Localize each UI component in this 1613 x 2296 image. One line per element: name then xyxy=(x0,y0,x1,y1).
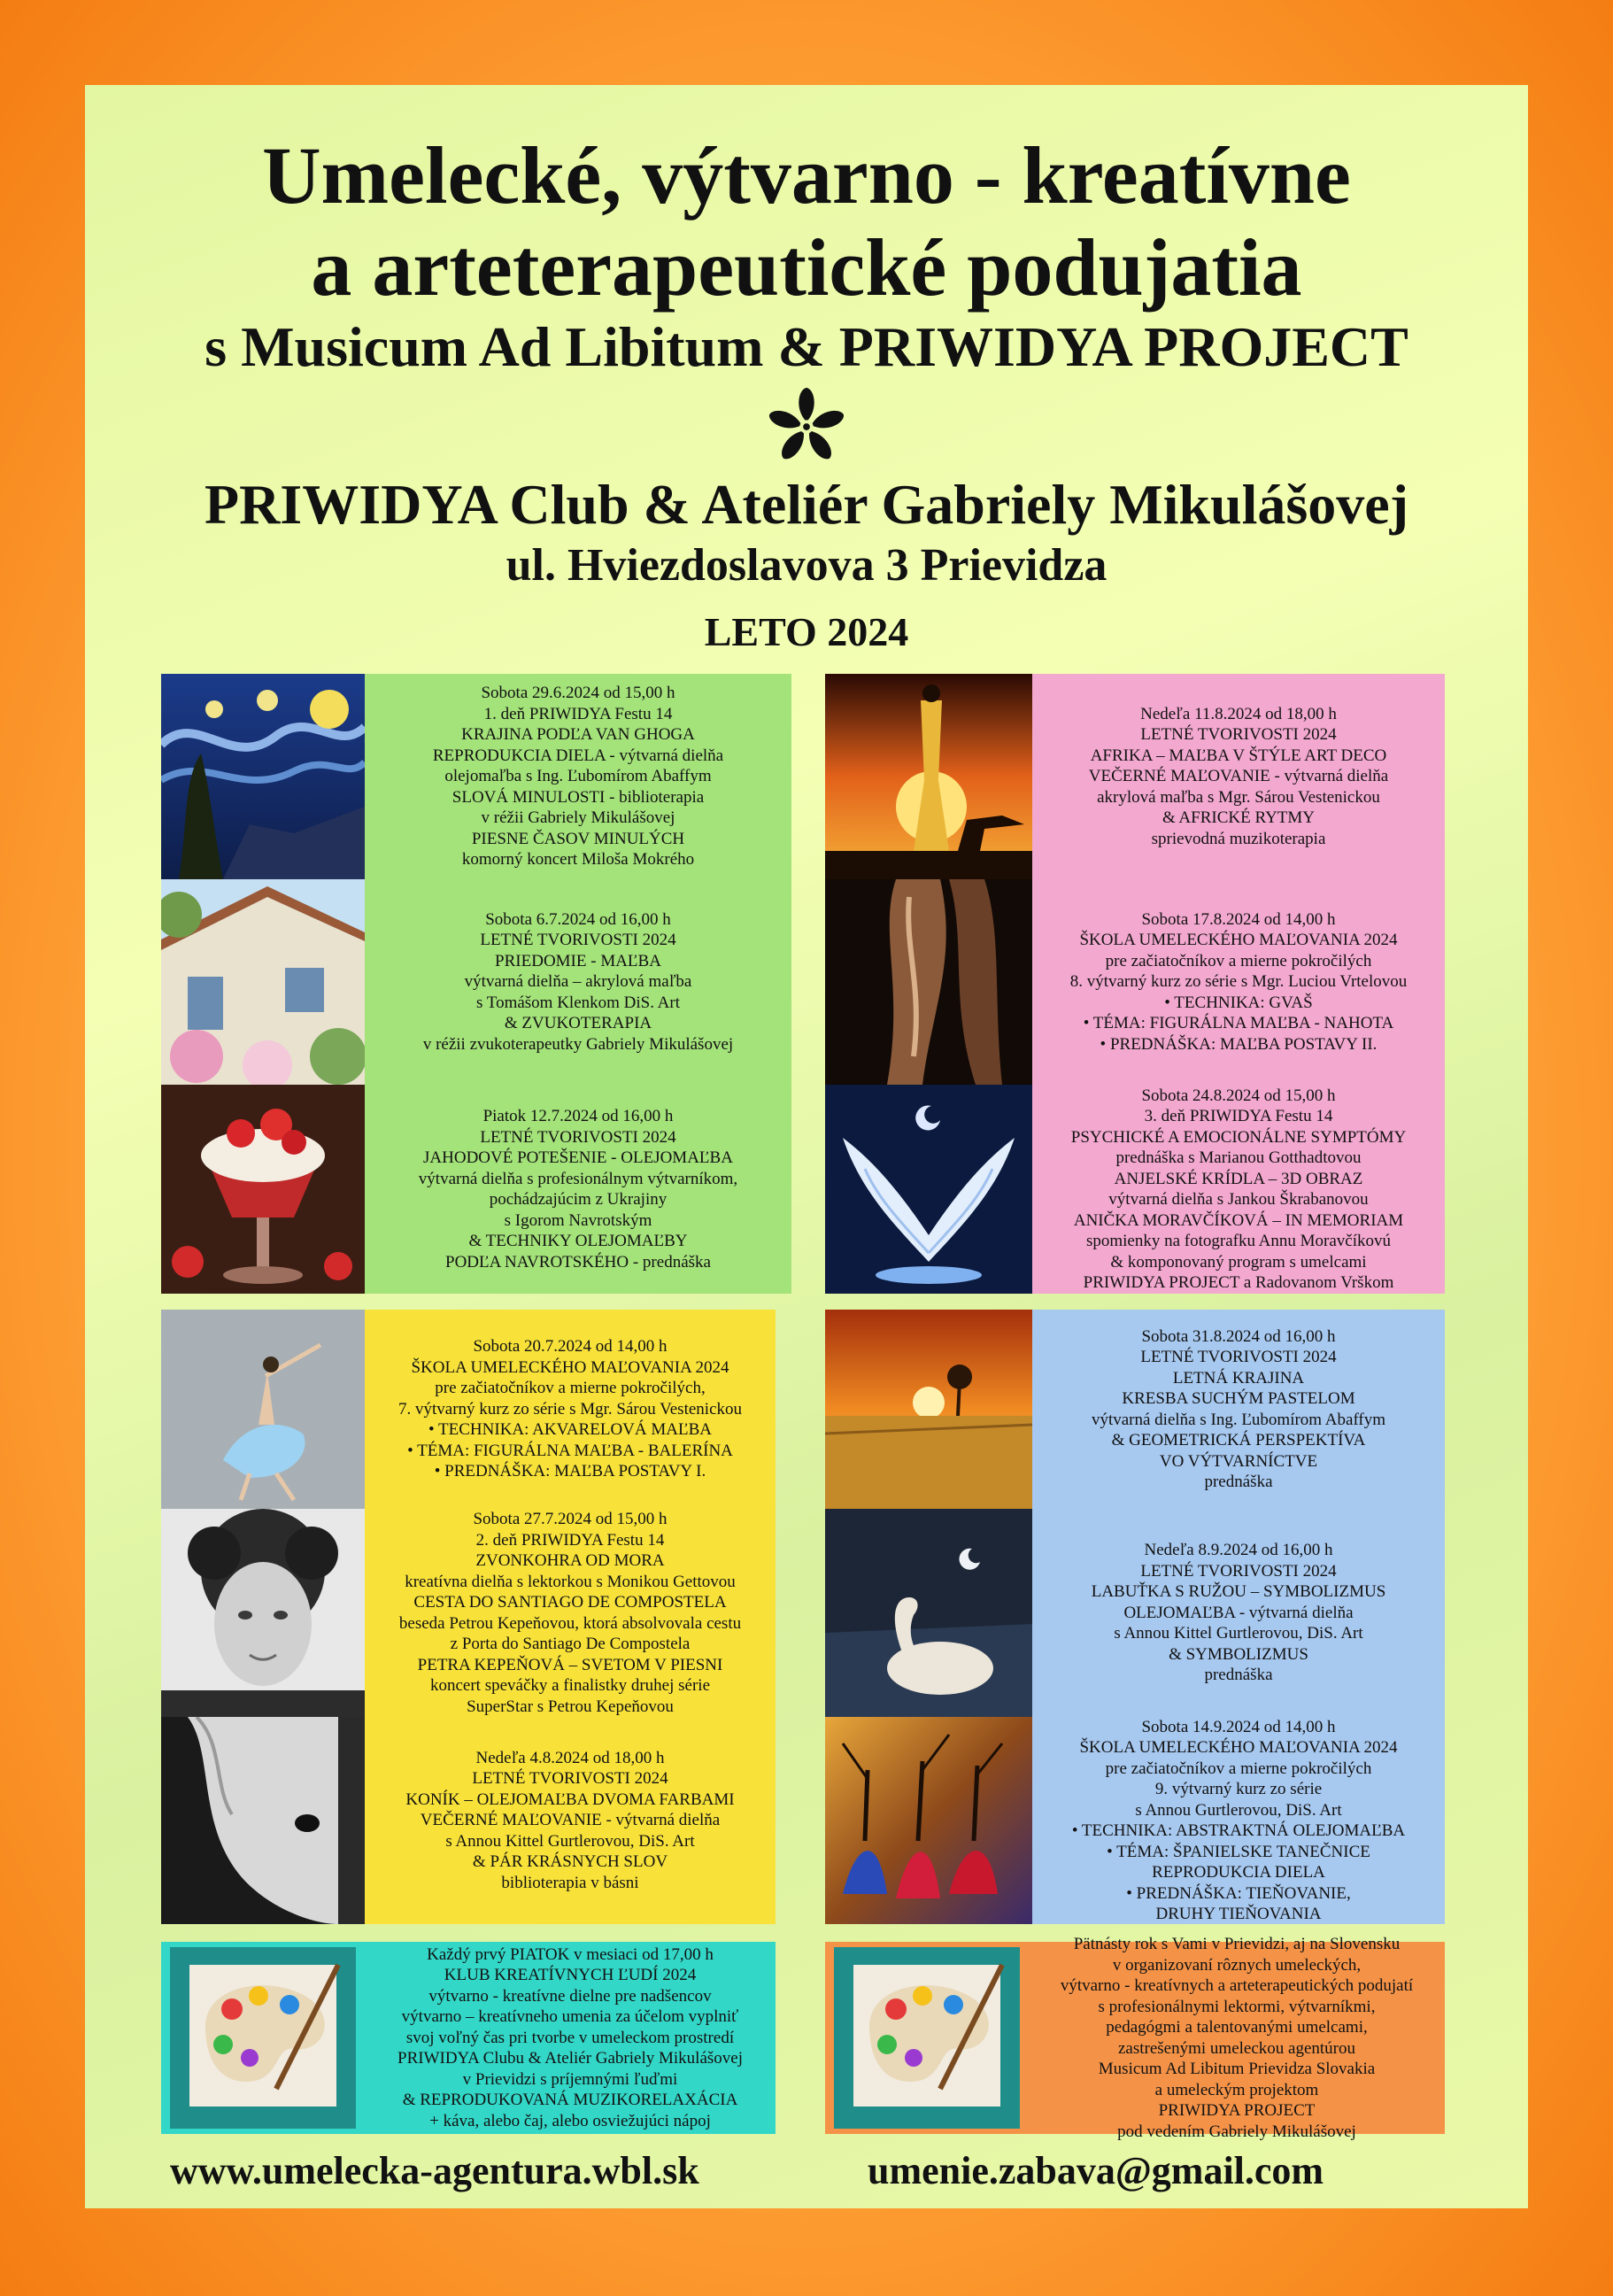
about-text: Pätnásty rok s Vami v Prievidzi, aj na Slovensku v organizovaní rôznych umeleckých, výtvarno - kreatívnych a arteterapeutických podujatí s profesionálnymi lektormi, výtvarníkmi, pedagógmi a talentovanými umelcami, zastrešenými umeleckou agentúrou Musicum Ad Libitum Prievidza Slovakia a umeleckým projektom PRIWIDYA PROJECT pod vedením Gabriely Mikulášovej xyxy=(1060,1935,1414,2141)
event-text: Sobota 14.9.2024 od 14,00 h ŠKOLA UMELECKÉHO MAĽOVANIA 2024 pre začiatočníkov a mierne pokročilých 9. výtvarný kurz zo série s Annou Gurtlerovou, DiS. Art • TECHNIKA: ABSTRAKTNÁ OLEJOMAĽBA • TÉMA: ŠPANIELSKE TANEČNICE REPRODUKCIA DIELA • PREDNÁŠKA: TIEŇOVANIE, DRUHY TIEŇOVANIA xyxy=(1071,1717,1406,1923)
event-text: Sobota 29.6.2024 od 15,00 h 1. deň PRIWIDYA Festu 14 KRAJINA PODĽA VAN GHOGA REPRODUKCIA DIELA - výtvarná dielňa olejomaľba s Ing. Ľubomírom Abaffym SLOVÁ MINULOSTI - biblioterapia v réžii Gabriely Mikulášovej PIESNE ČASOV MINULÝCH komorný koncert Miloša Mokrého xyxy=(432,684,724,870)
subtitle: s Musicum Ad Libitum & PRIWIDYA PROJECT xyxy=(205,315,1408,378)
flower-icon xyxy=(764,384,849,469)
email-link[interactable]: umenie.zabava@gmail.com xyxy=(868,2149,1324,2192)
event-8-9 xyxy=(1032,1509,1445,1717)
panel-yellow xyxy=(161,1310,776,1924)
event-24-8 xyxy=(1032,1085,1445,1294)
club-info xyxy=(365,1942,776,2134)
ballerina-image xyxy=(161,1310,365,1509)
event-text: Piatok 12.7.2024 od 16,00 h LETNÉ TVORIVOSTI 2024 JAHODOVÉ POTEŠENIE - OLEJOMAĽBA výtvarná dielňa s profesionálnym výtvarníkom, pochádzajúcim z Ukrajiny s Igorom Navrotským & TECHNIKY OLEJOMAĽBY PODĽA NAVROTSKÉHO - prednáška xyxy=(418,1107,738,1272)
venue: PRIWIDYA Club & Ateliér Gabriely Mikulášovej xyxy=(204,473,1409,536)
event-6-7 xyxy=(365,879,791,1085)
poster xyxy=(85,85,1528,2208)
spanish-dancers-image xyxy=(825,1717,1032,1924)
panel-green xyxy=(161,674,791,1294)
event-text: Sobota 27.7.2024 od 15,00 h 2. deň PRIWIDYA Festu 14 ZVONKOHRA OD MORA kreatívna dielňa s lektorkou s Monikou Gettovou CESTA DO SANTIAGO DE COMPOSTELA beseda Petrou Kepeňovou, ktorá absolvovala cestu z Porta do Santiago De Compostela PETRA KEPEŇOVÁ – SVETOM V PIESNI koncert speváčky a finalistky druhej série SuperStar s Petrou Kepeňovou xyxy=(398,1510,742,1716)
title-line-1: Umelecké, výtvarno - kreatívne xyxy=(262,130,1351,220)
house-painting-image xyxy=(161,879,365,1085)
summer-landscape-image xyxy=(825,1310,1032,1509)
event-20-7 xyxy=(365,1310,776,1509)
event-27-7 xyxy=(365,1509,776,1717)
event-29-6 xyxy=(365,674,791,879)
about-info xyxy=(1029,1935,1445,2141)
event-17-8 xyxy=(1032,879,1445,1085)
club-text: Každý prvý PIATOK v mesiaci od 17,00 h KLUB KREATÍVNYCH ĽUDÍ 2024 výtvarno - kreatívne dielne pre nadšencov výtvarno – kreatívneho umenia za účelom vyplniť svoj voľný čas pri tvorbe v umeleckom prostredí PRIWIDYA Clubu & Ateliér Gabriely Mikulášovej v Prievidzi s príjemnými ľuďmi & REPRODUKOVANÁ MUZIKORELAXÁCIA + káva, alebo čaj, alebo osviežujúci nápoj xyxy=(397,1944,743,2130)
event-text: Sobota 20.7.2024 od 14,00 h ŠKOLA UMELECKÉHO MAĽOVANIA 2024 pre začiatočníkov a mierne pokročilých, 7. výtvarný kurz zo série s Mgr. Sárou Vestenickou • TECHNIKA: AKVARELOVÁ MAĽBA • TÉMA: FIGURÁLNA MAĽBA - BALERÍNA • PREDNÁŠKA: MAĽBA POSTAVY I. xyxy=(397,1337,742,1481)
starry-night-image xyxy=(161,674,365,879)
palette-painting-image xyxy=(170,1947,356,2129)
header xyxy=(85,129,1528,657)
event-text: Nedeľa 11.8.2024 od 18,00 h LETNÉ TVORIVOSTI 2024 AFRIKA – MAĽBA V ŠTÝLE ART DECO VEČERNÉ MAĽOVANIE - výtvarná dielňa akrylová maľba s Mgr. Sárou Vestenickou & AFRICKÉ RYTMY sprievodná muzikoterapia xyxy=(1088,704,1389,848)
panel-blue xyxy=(825,1310,1445,1924)
event-31-8 xyxy=(1032,1310,1445,1509)
event-text: Sobota 24.8.2024 od 15,00 h 3. deň PRIWIDYA Festu 14 PSYCHICKÉ A EMOCIONÁLNE SYMPTÓMY prednáška s Marianou Gotthadtovou ANJELSKÉ KRÍDLA – 3D OBRAZ výtvarná dielňa s Jankou Škrabanovou ANIČKA MORAVČÍKOVÁ – IN MEMORIAM spomienky na fotografku Annu Moravčíkovú & komponovaný program s umelcami PRIWIDYA PROJECT a Radovanom Vrškom xyxy=(1070,1086,1407,1292)
strawberry-dessert-image xyxy=(161,1085,365,1294)
season: LETO 2024 xyxy=(704,609,909,654)
palette-painting-image xyxy=(834,1947,1020,2129)
event-14-9 xyxy=(1032,1717,1445,1924)
title-line-2: a arteterapeutické podujatia xyxy=(311,222,1302,313)
event-text: Nedeľa 4.8.2024 od 18,00 h LETNÉ TVORIVOSTI 2024 KONÍK – OLEJOMAĽBA DVOMA FARBAMI VEČERNÉ MAĽOVANIE - výtvarná dielňa s Annou Kittel Gurtlerovou, DiS. Art & PÁR KRÁSNYCH SLOV biblioterapia v básni xyxy=(405,1748,735,1892)
panel-orange xyxy=(825,1935,1445,2141)
event-12-7 xyxy=(365,1085,791,1294)
figure-painting-image xyxy=(825,879,1032,1085)
event-text: Sobota 6.7.2024 od 16,00 h LETNÉ TVORIVOSTI 2024 PRIEDOMIE - MAĽBA výtvarná dielňa – akrylová maľba s Tomášom Klenkom DiS. Art & ZVUKOTERAPIA v réžii zvukoterapeutky Gabriely Mikulášovej xyxy=(422,909,734,1054)
swan-image xyxy=(825,1509,1032,1717)
angel-wings-image xyxy=(825,1085,1032,1294)
website-link[interactable]: www.umelecka-agentura.wbl.sk xyxy=(170,2149,699,2192)
africa-painting-image xyxy=(825,674,1032,879)
horse-image xyxy=(161,1717,365,1924)
panel-pink xyxy=(825,674,1445,1294)
portrait-photo xyxy=(161,1509,365,1717)
address: ul. Hviezdoslavova 3 Prievidza xyxy=(506,540,1107,591)
event-text: Sobota 17.8.2024 od 14,00 h ŠKOLA UMELECKÉHO MAĽOVANIA 2024 pre začiatočníkov a mierne pokročilých 8. výtvarný kurz zo série s Mgr. Luciou Vrtelovou • TECHNIKA: GVAŠ • TÉMA: FIGURÁLNA MAĽBA - NAHOTA • PREDNÁŠKA: MAĽBA POSTAVY II. xyxy=(1069,909,1408,1054)
panel-cyan xyxy=(161,1942,776,2134)
event-4-8 xyxy=(365,1717,776,1924)
event-text: Sobota 31.8.2024 od 16,00 h LETNÉ TVORIVOSTI 2024 LETNÁ KRAJINA KRESBA SUCHÝM PASTELOM výtvarná dielňa s Ing. Ľubomírom Abaffym & GEOMETRICKÁ PERSPEKTÍVA VO VÝTVARNÍCTVE prednáška xyxy=(1091,1326,1386,1491)
event-11-8 xyxy=(1032,674,1445,879)
event-text: Nedeľa 8.9.2024 od 16,00 h LETNÉ TVORIVOSTI 2024 LABUŤKA S RUŽOU – SYMBOLIZMUS OLEJOMAĽBA - výtvarná dielňa s Annou Kittel Gurtlerovou, DiS. Art & SYMBOLIZMUS prednáška xyxy=(1091,1541,1386,1685)
